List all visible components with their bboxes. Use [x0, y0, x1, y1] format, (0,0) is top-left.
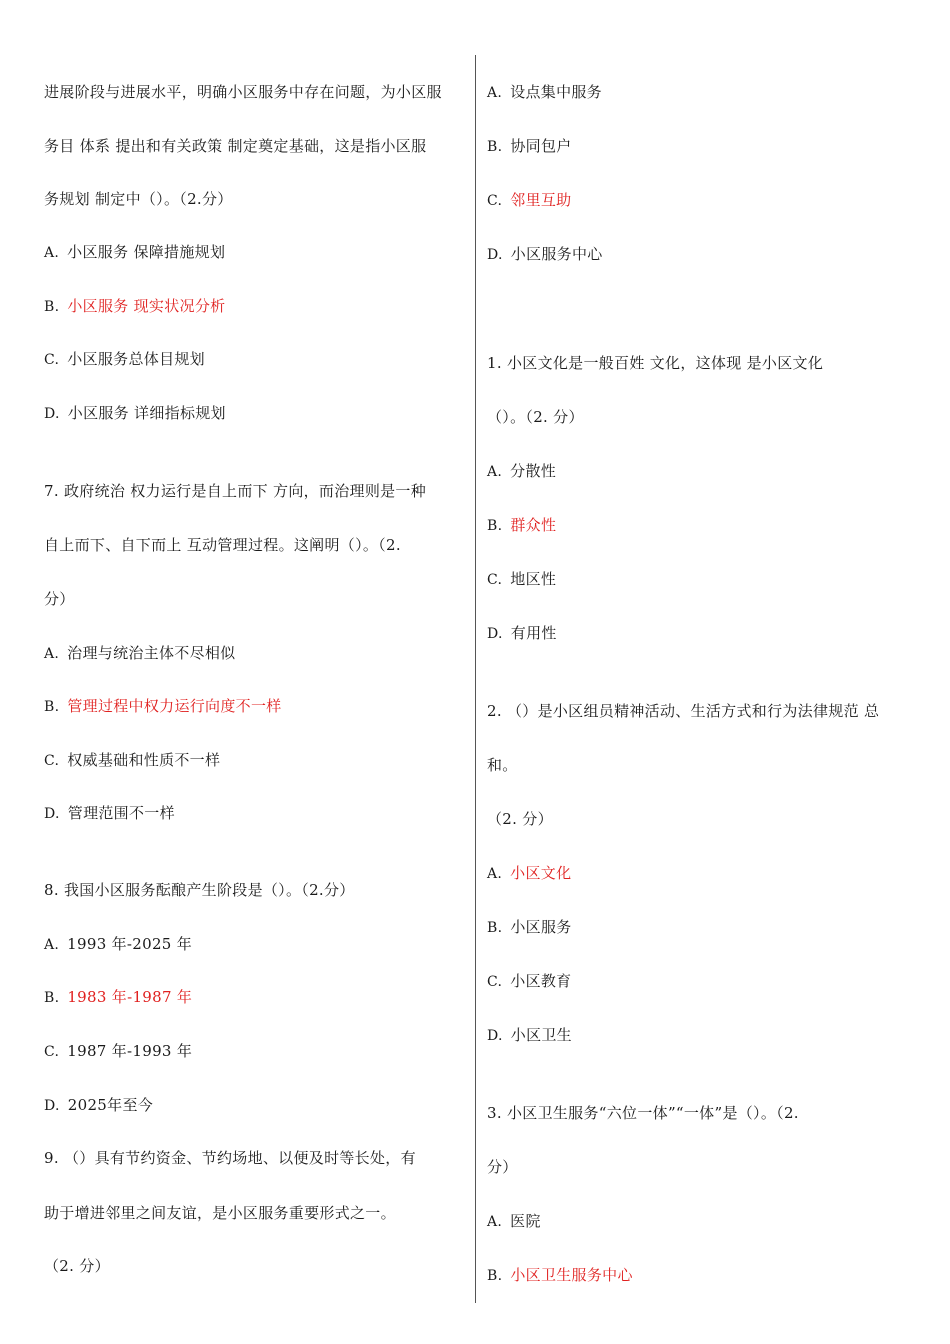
- question-text-line: 9. （）具有节约资金、节约场地、以便及时等长处，有: [44, 1149, 416, 1167]
- question-text-line: 分）: [487, 1158, 518, 1176]
- answer-option-correct: [44, 296, 225, 317]
- answer-option: [44, 1041, 192, 1062]
- option-text: 小区文化: [510, 864, 572, 882]
- question-text-line: （）。（2. 分）: [487, 408, 584, 426]
- option-letter: B.: [487, 1268, 503, 1284]
- option-letter: B.: [44, 699, 60, 715]
- question-text-line: 进展阶段与进展水平，明确小区服务中存在问题，为小区服: [44, 83, 442, 101]
- option-letter: A.: [44, 937, 60, 953]
- option-letter: C.: [487, 193, 503, 209]
- option-letter: C.: [44, 352, 60, 368]
- option-letter: A.: [487, 85, 503, 101]
- answer-option: [487, 1025, 572, 1046]
- answer-option: [487, 623, 557, 644]
- option-text: 群众性: [510, 516, 557, 534]
- option-letter: B.: [487, 518, 503, 534]
- option-text: 分散性: [510, 462, 557, 480]
- answer-option: [487, 971, 571, 992]
- answer-option: [44, 1095, 153, 1116]
- option-letter: C.: [44, 753, 60, 769]
- option-text: 权威基础和性质不一样: [67, 751, 221, 769]
- option-text: 小区服务中心: [510, 245, 603, 263]
- option-text: 协同包户: [510, 137, 572, 155]
- answer-option: [44, 242, 225, 263]
- option-letter: C.: [487, 572, 503, 588]
- option-text: 1987 年-1993 年: [67, 1042, 193, 1060]
- option-letter: D.: [487, 1028, 503, 1044]
- option-text: 1993 年-2025 年: [67, 935, 193, 953]
- option-letter: D.: [44, 1098, 60, 1114]
- answer-option: [487, 82, 602, 103]
- option-text: 小区服务总体目规划: [67, 350, 205, 368]
- option-text: 设点集中服务: [510, 83, 602, 101]
- answer-option: [487, 917, 572, 938]
- question-text-line: 2. （）是小区组员精神活动、生活方式和行为法律规范 总: [487, 702, 880, 720]
- question-text-line: 务规划 制定中（）。（2.分）: [44, 190, 233, 208]
- option-letter: B.: [487, 920, 503, 936]
- answer-option-correct: [487, 190, 571, 211]
- answer-option-correct: [44, 987, 192, 1008]
- answer-option: [487, 569, 556, 590]
- answer-option-correct: [487, 1265, 633, 1286]
- answer-option: [44, 934, 192, 955]
- option-letter: C.: [487, 974, 503, 990]
- option-letter: A.: [487, 464, 503, 480]
- option-text: 小区教育: [510, 972, 572, 990]
- option-letter: A.: [44, 245, 60, 261]
- option-text: 1983 年-1987 年: [67, 988, 193, 1006]
- answer-option: [487, 244, 603, 265]
- option-text: 管理范围不一样: [67, 804, 175, 822]
- option-text: 小区服务: [510, 918, 572, 936]
- option-letter: B.: [44, 299, 60, 315]
- question-text-line: 自上而下、自下而上 互动管理过程。这阐明（）。（2.: [44, 536, 401, 554]
- answer-option: [487, 1211, 541, 1232]
- question-text-line: 助于增进邻里之间友谊，是小区服务重要形式之一。: [44, 1204, 396, 1222]
- option-letter: D.: [487, 626, 503, 642]
- option-text: 医院: [510, 1212, 541, 1230]
- option-letter: C.: [44, 1044, 60, 1060]
- option-text: 邻里互助: [510, 191, 572, 209]
- answer-option-correct: [487, 863, 571, 884]
- question-text-line: 8. 我国小区服务酝酿产生阶段是（）。（2.分）: [44, 881, 355, 899]
- option-letter: D.: [487, 247, 503, 263]
- question-text-line: 分）: [44, 590, 75, 608]
- option-letter: A.: [487, 1214, 503, 1230]
- option-text: 地区性: [510, 570, 557, 588]
- option-text: 管理过程中权力运行向度不一样: [67, 697, 282, 715]
- option-letter: A.: [487, 866, 503, 882]
- option-letter: D.: [44, 406, 60, 422]
- option-text: 有用性: [510, 624, 557, 642]
- answer-option: [44, 643, 235, 664]
- option-letter: A.: [44, 646, 60, 662]
- answer-option: [44, 403, 226, 424]
- option-text: 小区服务 详细指标规划: [67, 404, 226, 422]
- column-divider: [475, 55, 476, 1303]
- question-text-line: （2. 分）: [487, 810, 553, 828]
- answer-option-correct: [487, 515, 556, 536]
- option-text: 治理与统治主体不尽相似: [67, 644, 236, 662]
- answer-option: [487, 136, 572, 157]
- question-text-line: 1. 小区文化是一般百姓 文化，这体现 是小区文化: [487, 354, 824, 372]
- question-text-line: 3. 小区卫生服务“六位一体”“一体”是（）。（2.: [487, 1104, 799, 1122]
- answer-option: [487, 461, 556, 482]
- option-letter: B.: [487, 139, 503, 155]
- option-letter: D.: [44, 806, 60, 822]
- option-text: 2025年至今: [67, 1096, 154, 1114]
- question-text-line: 务目 体系 提出和有关政策 制定奠定基础，这是指小区服: [44, 137, 427, 155]
- option-text: 小区卫生服务中心: [510, 1266, 633, 1284]
- option-text: 小区卫生: [510, 1026, 572, 1044]
- answer-option: [44, 803, 175, 824]
- answer-option-correct: [44, 696, 282, 717]
- question-text-line: 7. 政府统治 权力运行是自上而下 方向，而治理则是一种: [44, 482, 427, 500]
- option-text: 小区服务 现实状况分析: [67, 297, 226, 315]
- question-text-line: 和。: [487, 756, 518, 774]
- option-text: 小区服务 保障措施规划: [67, 243, 226, 261]
- option-letter: B.: [44, 990, 60, 1006]
- answer-option: [44, 349, 205, 370]
- question-text-line: （2. 分）: [44, 1257, 110, 1275]
- answer-option: [44, 750, 220, 771]
